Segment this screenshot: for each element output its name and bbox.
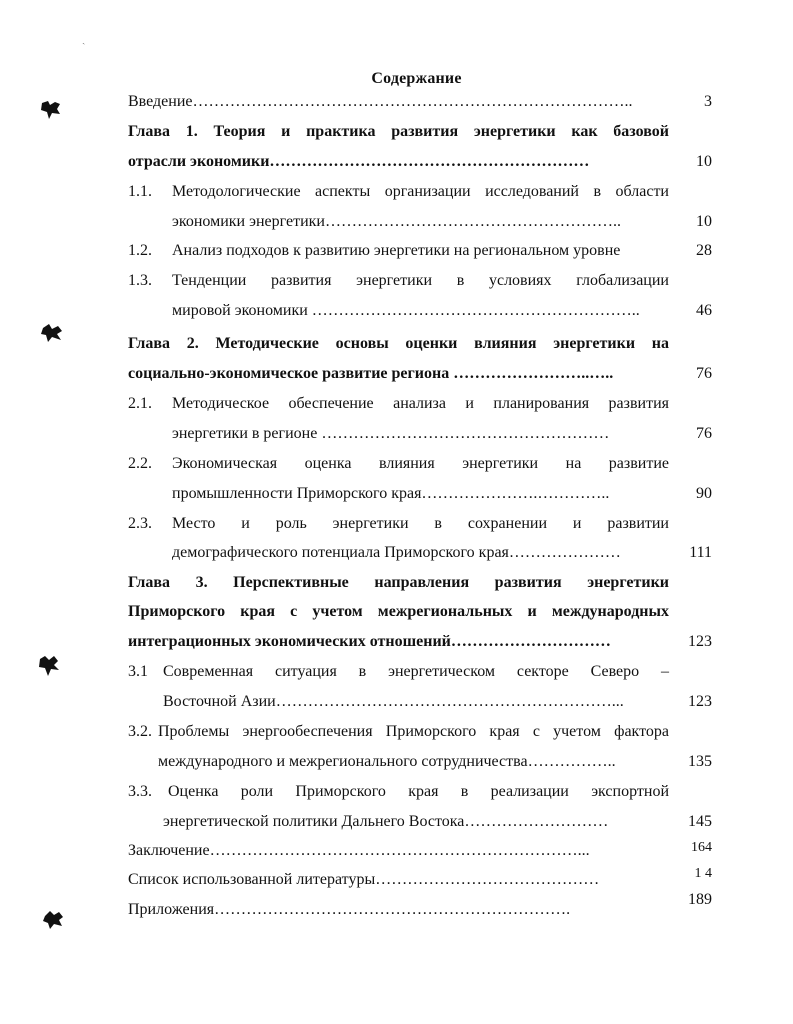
toc-chapter-2-line-2: социально-экономическое развитие региона ……………………..….. bbox=[128, 365, 614, 382]
toc-chapter-3-line-3: интеграционных экономических отношений………………………… bbox=[128, 633, 611, 650]
toc-section-3-1-line-2: Восточной Азии………………………………………………………... bbox=[163, 693, 624, 710]
toc-section-1-1-number: 1.1. bbox=[128, 183, 152, 200]
toc-chapter-3-page: 123 bbox=[688, 633, 712, 650]
toc-section-3-3-line-1: Оценка роли Приморского края в реализации экспортной bbox=[168, 783, 669, 800]
toc-bibliography: Список использованной литературы…………………………………… bbox=[128, 871, 600, 888]
toc-intro: Введение……………………………………………………………………….. bbox=[128, 93, 633, 110]
toc-bibliography-page: 1 4 bbox=[694, 866, 712, 881]
toc-section-1-2-line-1: Анализ подходов к развитию энергетики на региональном уровне bbox=[172, 242, 621, 259]
scan-blot-4 bbox=[42, 910, 64, 930]
page-title: Содержание bbox=[371, 70, 462, 87]
toc-section-3-3-number: 3.3. bbox=[128, 783, 152, 800]
toc-chapter-1-page: 10 bbox=[696, 153, 712, 170]
toc-section-3-3-page: 145 bbox=[688, 813, 712, 830]
toc-section-3-1-page: 123 bbox=[688, 693, 712, 710]
toc-section-1-3-line-2: мировой экономики …………………………………………………….. bbox=[172, 302, 640, 319]
toc-appendix: Приложения…………………………………………………………. bbox=[128, 901, 571, 918]
toc-section-2-1-page: 76 bbox=[696, 425, 712, 442]
toc-section-1-3-line-1: Тенденции развития энергетики в условиях глобализации bbox=[172, 272, 669, 289]
toc-appendix-page: 189 bbox=[688, 891, 712, 908]
toc-chapter-1-line-2: отрасли экономики…………………………………………………… bbox=[128, 153, 590, 170]
toc-section-3-2-line-2: международного и межрегионального сотрудничества…………….. bbox=[158, 753, 616, 770]
toc-section-2-1-number: 2.1. bbox=[128, 395, 152, 412]
toc-chapter-2-line-1: Глава 2. Методические основы оценки влияния энергетики на bbox=[128, 335, 669, 352]
toc-section-3-2-page: 135 bbox=[688, 753, 712, 770]
toc-section-2-2-number: 2.2. bbox=[128, 455, 152, 472]
toc-conclusion-page: 164 bbox=[691, 840, 712, 855]
toc-section-2-2-line-1: Экономическая оценка влияния энергетики на развитие bbox=[172, 455, 669, 472]
toc-section-1-2-page: 28 bbox=[696, 242, 712, 259]
toc-conclusion: Заключение……………………………………………………………... bbox=[128, 842, 590, 859]
scan-blot-2 bbox=[40, 323, 64, 343]
scan-blot-1 bbox=[40, 100, 62, 120]
scan-speck: ˏ bbox=[82, 34, 86, 45]
toc-section-1-1-line-1: Методологические аспекты организации исследований в области bbox=[172, 183, 669, 200]
toc-section-2-1-line-2: энергетики в регионе ……………………………………………… bbox=[172, 425, 610, 442]
toc-chapter-1-line-1: Глава 1. Теория и практика развития энергетики как базовой bbox=[128, 123, 669, 140]
toc-chapter-3-line-2: Приморского края с учетом межрегиональных и международных bbox=[128, 603, 669, 620]
toc-section-1-3-number: 1.3. bbox=[128, 272, 152, 289]
toc-section-1-3-page: 46 bbox=[696, 302, 712, 319]
toc-section-3-2-number: 3.2. bbox=[128, 723, 152, 740]
toc-section-2-3-line-2: демографического потенциала Приморского края………………… bbox=[172, 544, 621, 561]
toc-intro-page: 3 bbox=[704, 93, 712, 110]
toc-section-3-1-line-1: Современная ситуация в энергетическом секторе Северо – bbox=[163, 663, 669, 680]
toc-section-3-3-line-2: энергетической политики Дальнего Востока……………………… bbox=[163, 813, 609, 830]
toc-chapter-2-page: 76 bbox=[696, 365, 712, 382]
toc-section-2-3-line-1: Место и роль энергетики в сохранении и развитии bbox=[172, 515, 669, 532]
toc-section-1-2-number: 1.2. bbox=[128, 242, 152, 259]
toc-section-2-2-page: 90 bbox=[696, 485, 712, 502]
toc-section-3-1-number: 3.1 bbox=[128, 663, 148, 680]
toc-section-2-1-line-1: Методическое обеспечение анализа и планирования развития bbox=[172, 395, 669, 412]
toc-section-2-2-line-2: промышленности Приморского края………………….………….. bbox=[172, 485, 610, 502]
toc-section-1-1-line-2: экономики энергетики……………………………………………….. bbox=[172, 213, 621, 230]
toc-section-2-3-number: 2.3. bbox=[128, 515, 152, 532]
toc-section-3-2-line-1: Проблемы энергообеспечения Приморского края с учетом фактора bbox=[158, 723, 669, 740]
toc-section-2-3-page: 111 bbox=[689, 544, 712, 561]
toc-chapter-3-line-1: Глава 3. Перспективные направления развития энергетики bbox=[128, 574, 669, 591]
scan-blot-3 bbox=[38, 655, 60, 677]
toc-section-1-1-page: 10 bbox=[696, 213, 712, 230]
